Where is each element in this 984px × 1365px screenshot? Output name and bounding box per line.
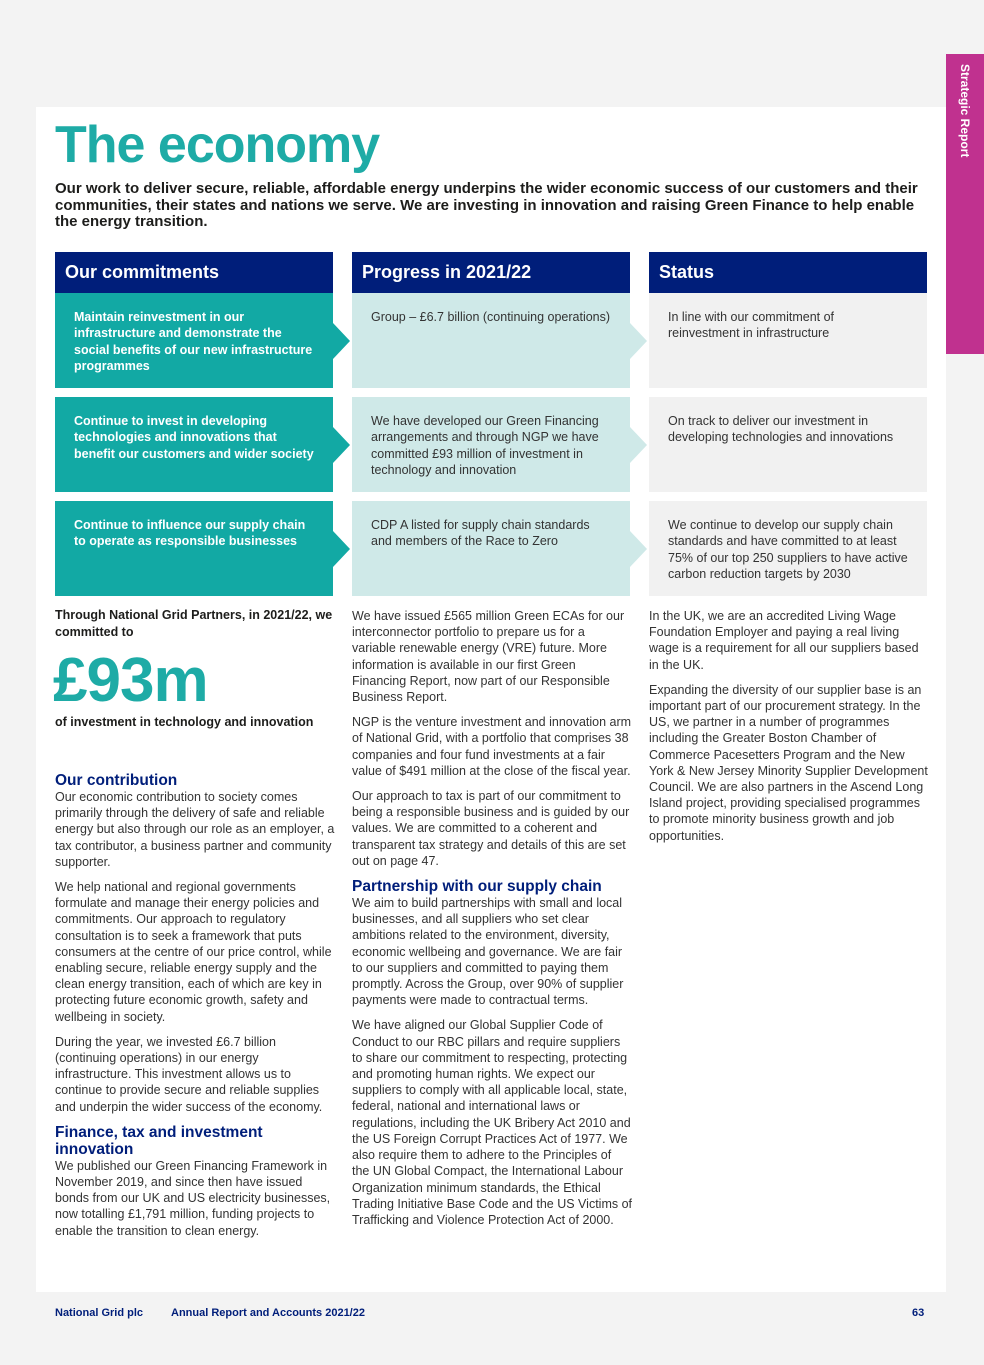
status-cell-1: In line with our commitment of reinvestment in infrastructure xyxy=(649,293,927,388)
header-status: Status xyxy=(649,252,927,293)
commitment-cell-2: Continue to invest in developing technologies and innovations that benefit our customers and wider society xyxy=(55,397,333,492)
paragraph: Our economic contribution to society comes primarily through the delivery of safe and reliable energy but also through our role as an employer, a tax contributor, a business partner and community supporter. xyxy=(55,790,335,869)
progress-cell-2: We have developed our Green Financing arrangements and through NGP we have committed £93 million of investment in technology and innovation xyxy=(352,397,630,492)
paragraph: NGP is the venture investment and innovation arm of National Grid, with a portfolio that comprises 38 companies and four fund investments at a fair value of $491 million at the close of the fiscal year. xyxy=(352,715,632,778)
paragraph: Expanding the diversity of our supplier base is an important part of our procurement strategy. In the US, we partner in a number of programmes including the Greater Boston Chamber of Commerce Pacesetters Program and the New York & New Jersey Minority Supplier Development Council. We are also partners in the Ascend Long Island project, providing specialised programmes to promote minority business growth and job opportunities. xyxy=(649,682,928,843)
paragraph: We help national and regional governments formulate and manage their energy policies and commitments. Our approach to regulatory consultation is to seek a framework that puts consumers at the centre of our price control, while enabling secure, reliable energy supply and the clean energy transition, each of which are key in protecting future economic growth, safety and wellbeing in society. xyxy=(55,880,332,1024)
footer-page-number: 63 xyxy=(912,1307,925,1319)
commitment-cell-3: Continue to influence our supply chain to operate as responsible businesses xyxy=(55,501,333,596)
heading-supply-chain: Partnership with our supply chain xyxy=(352,878,602,896)
status-cell-3: We continue to develop our supply chain standards and have committed to at least 75% of our top 250 suppliers to have active carbon reduction targets by 2030 xyxy=(649,501,927,596)
column-2 xyxy=(352,608,632,1237)
paragraph: Our approach to tax is part of our commitment to being a responsible business and is guided by our values. We are committed to a coherent and transparent tax strategy and details of this are set out on page 47. xyxy=(352,789,630,868)
page-title: The economy xyxy=(55,116,380,174)
paragraph: In the UK, we are an accredited Living Wage Foundation Employer and paying a real living wage is a requirement for all our suppliers based in the UK. xyxy=(649,609,919,672)
header-progress: Progress in 2021/22 xyxy=(352,252,630,293)
paragraph: During the year, we invested £6.7 billion (continuing operations) in our energy infrastructure. This investment allows us to continue to provide secure and reliable supplies and underpin the wider success of the economy. xyxy=(55,1034,323,1114)
footer-report-title: Annual Report and Accounts 2021/22 xyxy=(171,1307,365,1319)
heading-our-contribution: Our contribution xyxy=(55,772,178,789)
progress-cell-3: CDP A listed for supply chain standards and members of the Race to Zero xyxy=(352,501,630,596)
paragraph: We aim to build partnerships with small and local businesses, and all suppliers who set clear ambitions related to the environment, diversity, economic wellbeing and governance. We are fair to our suppliers and committed to paying them promptly. Across the Group, over 90% of supplier payments were made to contractual terms. xyxy=(352,896,624,1008)
intro-text: Our work to deliver secure, reliable, affordable energy underpins the wider economic success of our customers and their communities, their states and nations we serve. We are investing in innovation and raising Green Finance to help enable the energy transition. xyxy=(55,180,918,230)
progress-cell-1: Group – £6.7 billion (continuing operations) xyxy=(352,293,630,388)
column-1 xyxy=(55,772,335,1248)
stat-value: £93m xyxy=(53,646,208,715)
section-tab[interactable] xyxy=(946,54,984,354)
paragraph: We have aligned our Global Supplier Code of Conduct to our RBC pillars and require suppliers to share our commitment to respecting, protecting and promoting human rights. We expect our suppliers to comply with all applicable local, state, federal, national and international laws or regulations, including the UK Bribery Act 2010 and the US Foreign Corrupt Practices Act of 1977. We also require them to adhere to the Principles of the UN Global Compact, the International Labour Organization minimum standards, the Ethical Trading Initiative Base Code and the US Victims of Trafficking and Violence Protection Act of 2000. xyxy=(352,1018,633,1227)
footer-company: National Grid plc xyxy=(55,1307,144,1319)
column-3 xyxy=(649,608,929,853)
header-commitments: Our commitments xyxy=(55,252,333,293)
paragraph: We have issued £565 million Green ECAs for our interconnector portfolio to prepare us for a variable renewable energy (VRE) future. More information is available in our first Green Financing Report, now part of our Responsible Business Report. xyxy=(352,609,625,705)
stat-caption: of investment in technology and innovation xyxy=(55,715,314,729)
status-cell-2: On track to deliver our investment in developing technologies and innovations xyxy=(649,397,927,492)
commitment-cell-1: Maintain reinvestment in our infrastructure and demonstrate the social benefits of our new infrastructure programmes xyxy=(55,293,333,388)
stat-intro: Through National Grid Partners, in 2021/22, we committed to xyxy=(55,608,333,639)
heading-finance-tax: Finance, tax and investment innovation xyxy=(55,1123,263,1158)
paragraph: We published our Green Financing Framework in November 2019, and since then have issued bonds from our UK and US electricity businesses, now totalling £1,791 million, funding projects to enable the transition to clean energy. xyxy=(55,1158,331,1238)
section-tab-label: Strategic Report xyxy=(958,64,972,158)
